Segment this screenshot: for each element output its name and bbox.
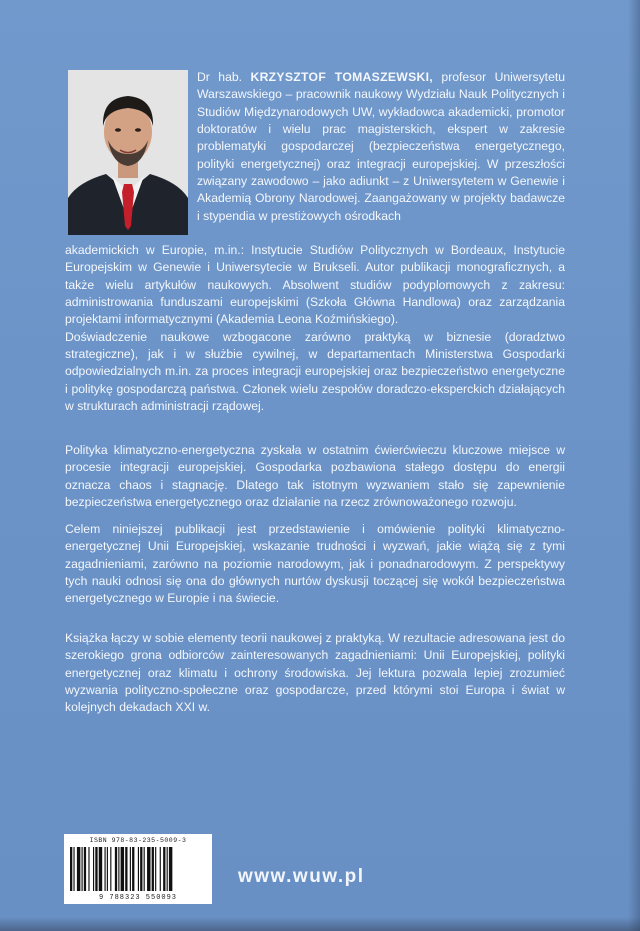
description-paragraph-1: Polityka klimatyczno-energetyczna zyskała w ostatnim ćwierćwieczu kluczowe miejsce w procesie integracji europejskiej. Gospodarka pozbawiona stałego dostępu do energii oznacza chaos i stagnację. Dlatego tak istotnym wyzwaniem stało się zapewnienie bezpieczeństwa energetycznego oraz działanie na rzecz zrównoważonego rozwoju. [65, 443, 565, 510]
cover-bottom-shadow [0, 917, 640, 931]
author-bio-continued [65, 242, 565, 415]
isbn-barcode [64, 834, 212, 904]
author-bio-intro [197, 69, 565, 225]
isbn-digits: 9 788323 550093 [98, 894, 177, 902]
author-bio-continued-text: akademickich w Europie, m.in.: Instytucie Studiów Politycznych w Bordeaux, Instytucie Europejskim w Genewie i Uniwersytecie w Brukseli. Autor publikacji monograficznych, a także wielu artykułów naukowych. Absolwent studiów podyplomowych z zakresu: administrowania funduszami europejskimi (Szkoła Główna Handlowa) oraz zarządzania projektami informatycznymi (Akademia Leona Koźmińskiego). [65, 243, 565, 327]
author-bio-intro-text: profesor Uniwersytetu Warszawskiego – pracownik naukowy Wydziału Nauk Politycznych i Studiów Międzynarodowych UW, wykładowca akademicki, promotor doktoratów i wielu prac magisterskich, ekspert w zakresie problematyki gospodarczej (bezpieczeństwa energetycznego, polityki energetycznej) oraz integracji europejskiej. W przeszłości związany zawodowo – jako adiunkt – z Uniwersytetem w Genewie i Akademią Obrony Narodowej. Zaangażowany w projekty badawcze i stypendia w prestiżowych ośrodkach [197, 70, 566, 223]
description-paragraph-3: Książka łączy w sobie elementy teorii naukowej z praktyką. W rezultacie adresowana jest do szerokiego grona odbiorców zainteresowanych zagadnieniami: Unii Europejskiej, polityki energetycznej oraz klimatu i ochrony środowiska. Jej lektura pozwala lepiej zrozumieć wyzwania polityczno-społeczne oraz gospodarcze, przed którymi stoi Europa i świat w kolejnych dekadach XXI w. [65, 631, 565, 715]
author-photo [68, 70, 188, 235]
publisher-website: www.wuw.pl [238, 866, 365, 887]
isbn-label: ISBN 978-83-235-5009-3 [89, 837, 187, 844]
author-name: KRZYSZTOF TOMASZEWSKI, [250, 70, 433, 84]
author-bio-experience-text: Doświadczenie naukowe wzbogacone zarówno praktyką w biznesie (doradztwo strategiczne), jak i w służbie cywilnej, w departamentach Ministerstwa Gospodarki odpowiedzialnych m.in. za proces integracji europejskiej oraz bezpieczeństwo energetyczne i politykę gospodarczą państwa. Członek wielu zespołów doradczo-eksperckich działających w strukturach administracji rządowej. [65, 329, 565, 414]
author-portrait-icon [68, 70, 188, 235]
description-paragraph-2: Celem niniejszej publikacji jest przedstawienie i omówienie polityki klimatyczno-energetycznej Unii Europejskiej, wskazanie trudności i wyzwań, jakie wiążą się z tymi zagadnieniami, zarówno na poziomie narodowym, jak i ponadnarodowym. Z perspektywy tych nauki odnosi się ona do głównych nurtów dyskusji toczącej się wokół bezpieczeństwa energetycznego w Europie i na świecie. [65, 522, 565, 606]
cover-edge-shadow [628, 0, 640, 931]
author-title: Dr hab. [197, 70, 243, 84]
barcode-bars-icon [70, 847, 206, 891]
